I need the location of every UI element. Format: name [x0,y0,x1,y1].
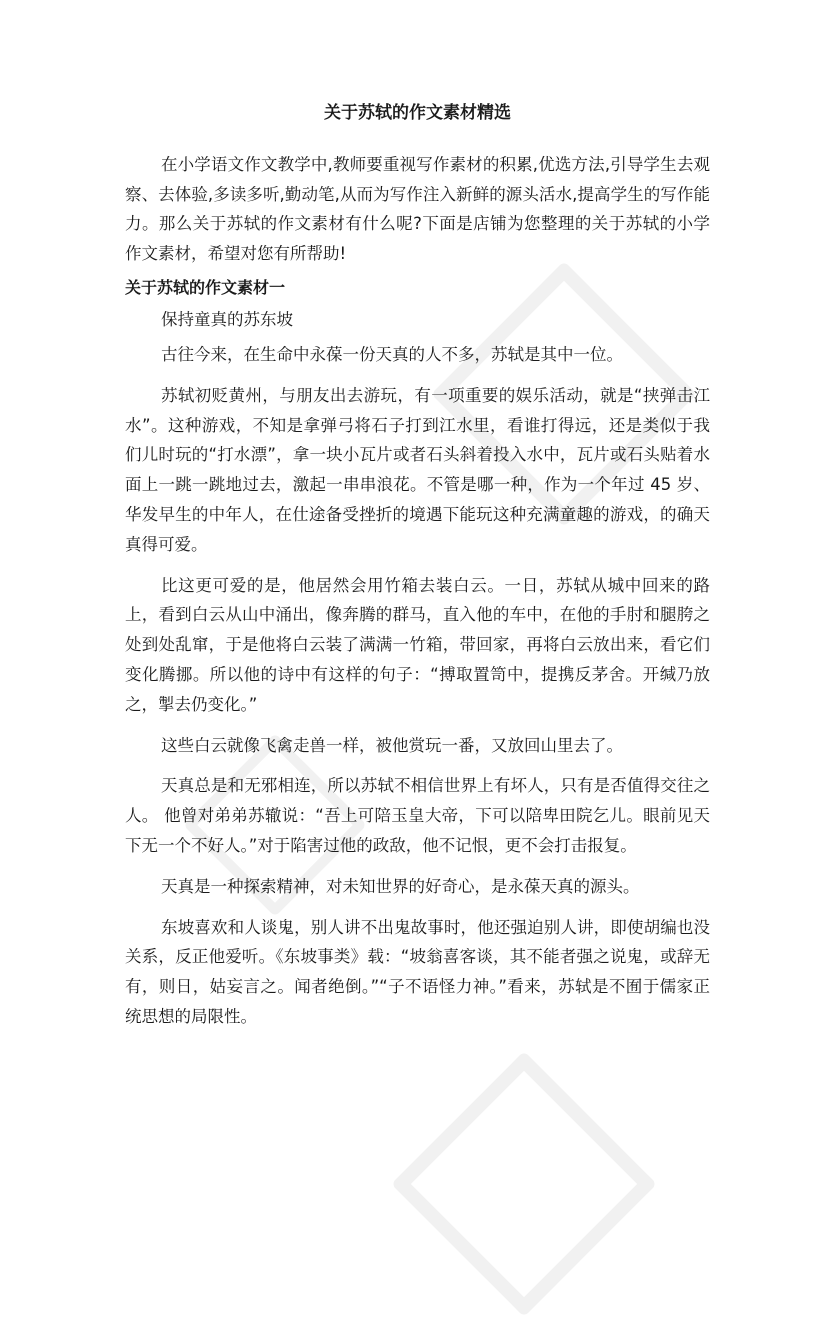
body-paragraph: 这些白云就像飞禽走兽一样，被他赏玩一番，又放回山里去了。 [161,735,623,755]
body-paragraph: 苏轼初贬黄州，与朋友出去游玩，有一项重要的娱乐活动，就是“挟弹击江水”。这种游戏，不知是拿弹弓将石子打到江水里，看谁打得远，还是类似于我们儿时玩的“打水漂”，拿一块小瓦片或者石头斜着投入水中，瓦片或石头贴着水面上一跳一跳地过去，激起一串串浪花。不管是哪一种，作为一个年过 45 岁、华发早生的中年人，在仕途备受挫折的境遇下能玩这种充满童趣的游戏，的确天真得可爱。 [125,385,710,554]
document-body [125,98,710,1043]
body-paragraph: 古往今来，在生命中永葆一份天真的人不多，苏轼是其中一位。 [161,345,623,364]
body-paragraph: 比这更可爱的是，他居然会用竹箱去装白云。一日，苏轼从城中回来的路上，看到白云从山中涌出，像奔腾的群马，直入他的车中，在他的手肘和腿胯之处到处乱窜，于是他将白云装了满满一竹箱，带回家，再将白云放出来，看它们变化腾挪。所以他的诗中有这样的句子：“搏取置笥中，提携反茅舍。开缄乃放之，掣去仍变化。” [125,575,710,714]
intro-paragraph: 在小学语文作文教学中,教师要重视写作素材的积累,优选方法,引导学生去观察、去体验,多读多听,勤动笔,从而为写作注入新鲜的源头活水,提高学生的写作能力。那么关于苏轼的作文素材有什么呢?下面是店铺为您整理的关于苏轼的小学作文素材，希望对您有所帮助! [125,155,710,263]
body-paragraph: 天真总是和无邪相连，所以苏轼不相信世界上有坏人，只有是否值得交往之人。 他曾对弟弟苏辙说：“吾上可陪玉皇大帝，下可以陪卑田院乞儿。眼前见天下无一个不好人。”对于陷害过他的政敌，他不记恨，更不会打击报复。 [125,776,710,855]
page-title: 关于苏轼的作文素材精选 [324,103,511,123]
body-paragraph: 天真是一种探索精神，对未知世界的好奇心，是永葆天真的源头。 [161,876,640,896]
section-subtitle: 保持童真的苏东坡 [161,310,293,329]
section-heading: 关于苏轼的作文素材一 [125,278,286,297]
body-paragraph: 东坡喜欢和人谈鬼，别人讲不出鬼故事时，他还强迫别人讲，即使胡编也没关系，反正他爱听。《东坡事类》载：“坡翁喜客谈，其不能者强之说鬼，或辞无有，则日，姑妄言之。闻者绝倒。”“子不语怪力神。”看来，苏轼是不囿于儒家正统思想的局限性。 [125,917,710,1026]
watermark-logo [391,1051,657,1317]
